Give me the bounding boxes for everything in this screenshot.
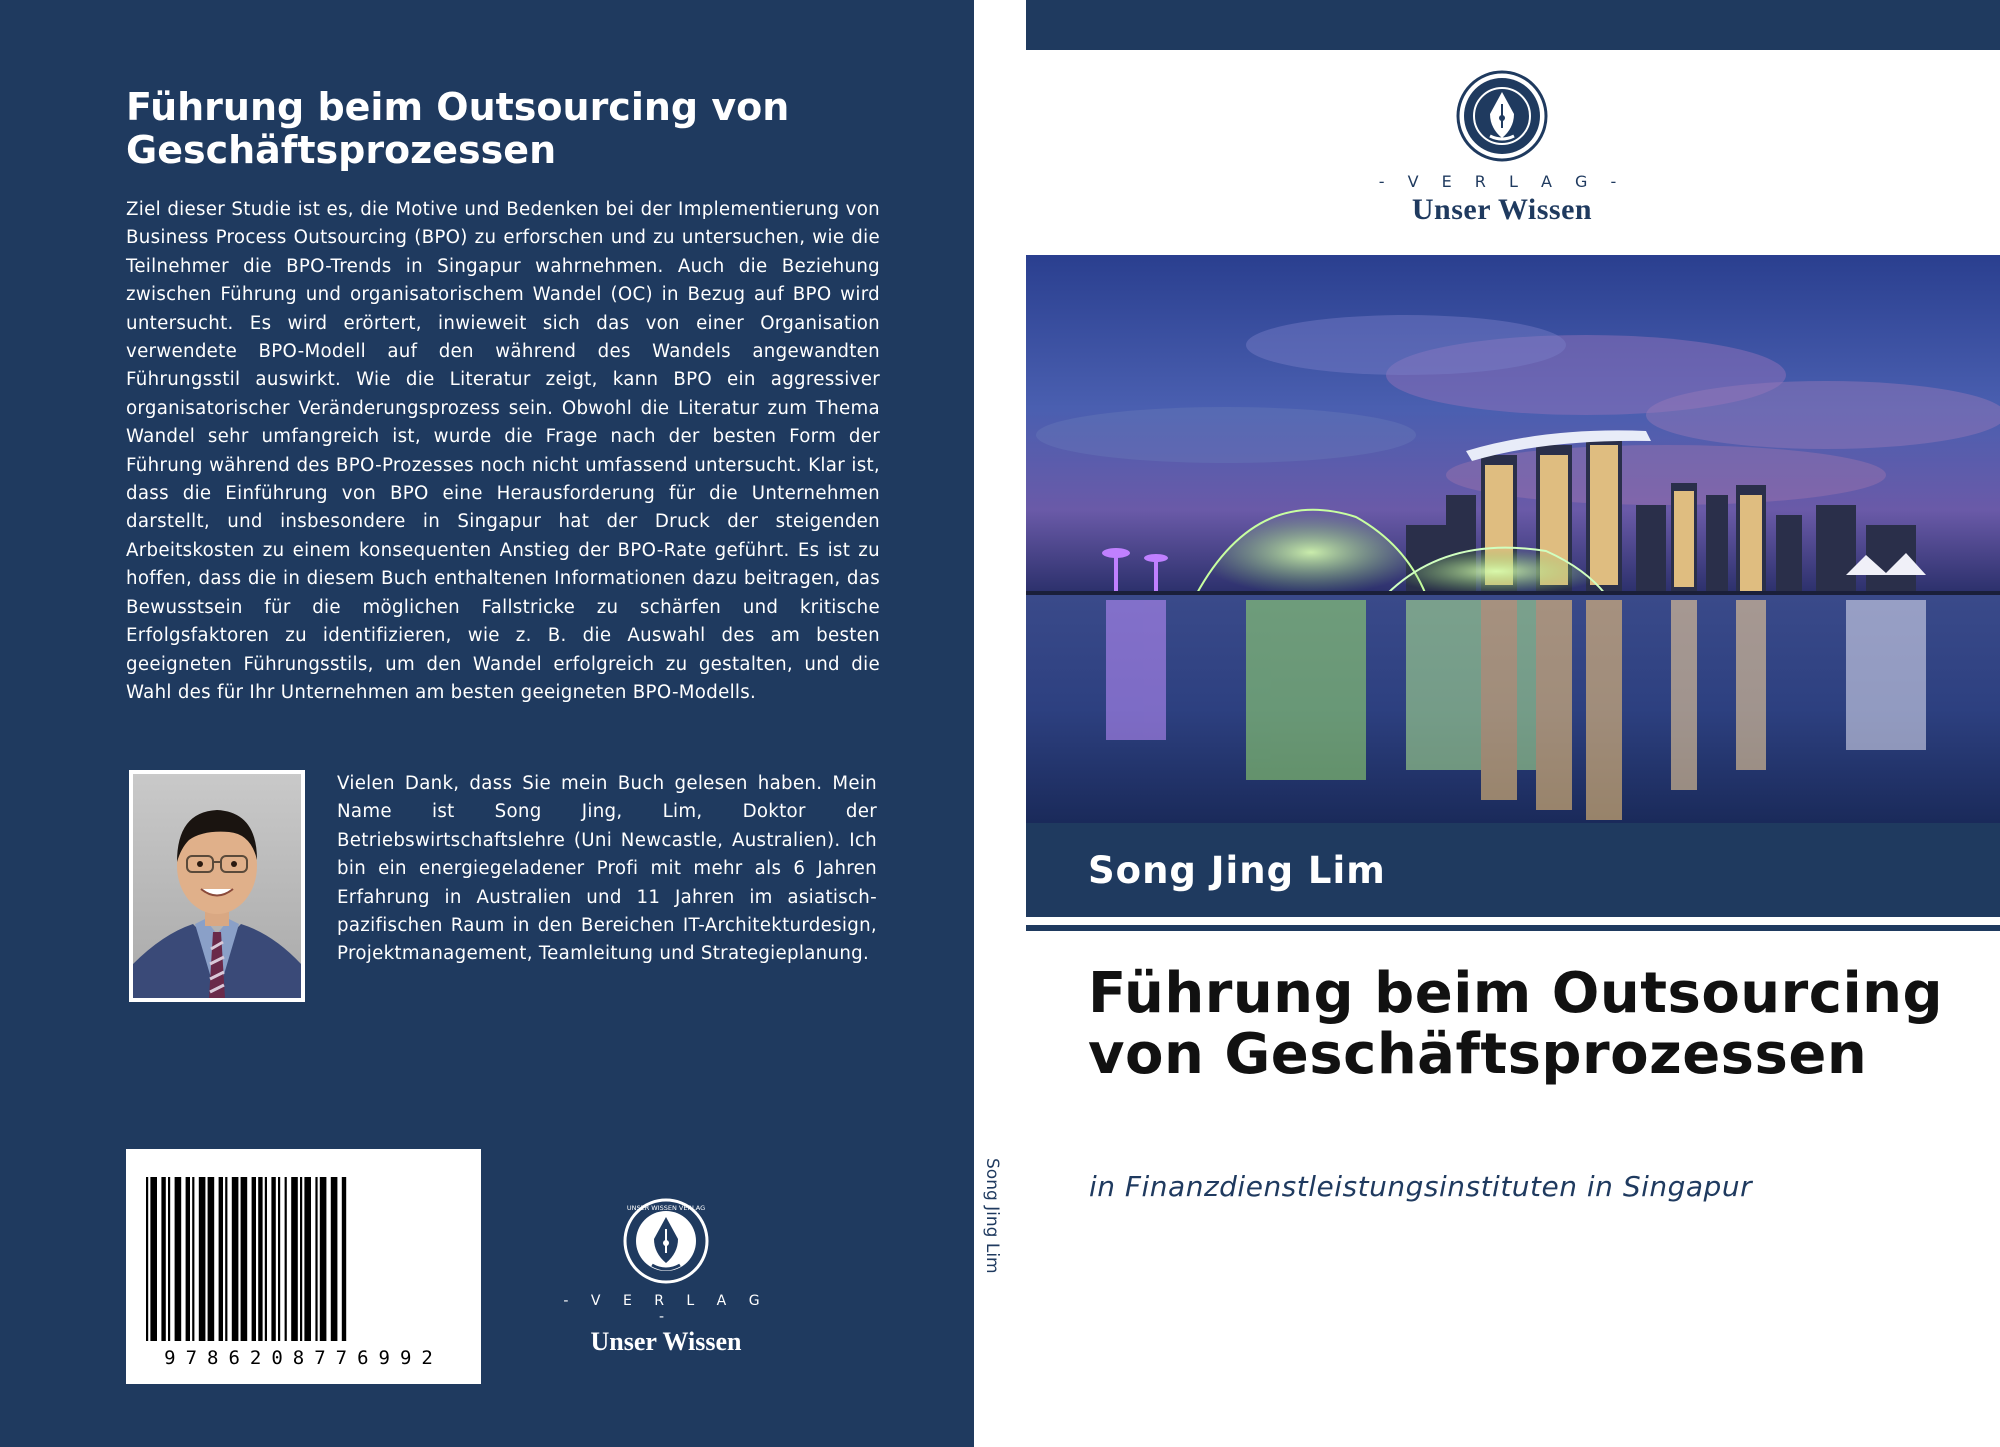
barcode-bar (304, 1177, 311, 1341)
barcode-bar (278, 1177, 280, 1341)
author-photo (129, 770, 305, 1002)
barcode-bar (241, 1177, 248, 1341)
barcode-bar (252, 1177, 256, 1341)
barcode-bar (291, 1177, 298, 1341)
back-publisher-logo (560, 1197, 772, 1356)
barcode-bar (258, 1177, 262, 1341)
barcode-bar (186, 1177, 190, 1341)
barcode-bar (320, 1177, 327, 1341)
author-band (1026, 823, 2000, 917)
front-cover-title: Führung beim Outsourcing von Geschäftsprozessen (1088, 961, 1944, 1087)
barcode-bar (150, 1177, 157, 1341)
barcode-bar (192, 1177, 194, 1341)
front-cover-subtitle: in Finanzdienstleistungsinstituten in Singapur (1089, 1170, 1753, 1203)
isbn-digits: 9786208776992 (164, 1347, 443, 1369)
cover-photo-singapore-skyline (1026, 255, 2000, 823)
spine-author: Song Jing Lim (982, 1158, 1002, 1274)
divider-rule (1026, 925, 2000, 931)
logo-ring-text: UNSER WISSEN VERLAG (626, 1204, 706, 1212)
barcode-bar (331, 1177, 338, 1341)
barcode-bar (161, 1177, 165, 1341)
author-bio: Vielen Dank, dass Sie mein Buch gelesen haben. Mein Name ist Song Jing, Lim, Doktor der Betriebswirtschaftslehre (Uni Newcastle, Australien). Ich bin ein energiegeladener Profi mit mehr als 6 Jahren Erfahrung in Australien und 11 Jahren im asiatisch-pazifischen Raum in den Bereichen IT-Architekturdesign, Projektmanagement, Teamleitung und Strategieplanung. (337, 773, 877, 965)
barcode-icon (126, 1149, 481, 1349)
back-logo-name: Unser Wissen (590, 1327, 742, 1356)
barcode-bar (208, 1177, 215, 1341)
skyline-photo (1026, 255, 2000, 823)
fountain-pen-nib-icon (622, 1197, 710, 1285)
front-top-bar (1026, 0, 2000, 50)
fountain-pen-nib-icon (1454, 68, 1550, 164)
barcode-bar (271, 1177, 275, 1341)
barcode-bar (146, 1177, 148, 1341)
barcode-bar (175, 1177, 182, 1341)
barcode-bar (225, 1177, 227, 1341)
front-logo-name: Unser Wissen (1411, 193, 1593, 226)
barcode-bar (232, 1177, 239, 1341)
barcode-bar (199, 1177, 206, 1341)
barcode-bar (168, 1177, 170, 1341)
back-cover-title: Führung beim Outsourcing von Geschäftsprozessen (126, 85, 790, 172)
barcode-bar (342, 1177, 346, 1341)
barcode-bar (219, 1177, 223, 1341)
barcode-bar (285, 1177, 287, 1341)
back-cover-description: Ziel dieser Studie ist es, die Motive und Bedenken bei der Implementierung von Business Process Outsourcing (BPO) zu erforschen und zu untersuchen, wie die Teilnehmer die BPO-Trends in Singapur wahrnehmen. Auch die Beziehung zwischen Führung und organisatorischem Wandel (OC) in Bezug auf BPO wird untersucht. Es wird erörtert, inwieweit sich das von einer Organisation verwendete BPO-Modell auf den während des Wandels angewandten Führungsstil auswirkt. Wie die Literatur zeigt, kann BPO ein aggressiver organisatorischer Veränderungsprozess sein. Obwohl die Literatur zum Thema Wandel sehr umfangreich ist, wurde die Frage nach der besten Form der Führung während des BPO-Prozesses noch nicht umfassend untersucht. Klar ist, dass die Einführung von BPO eine Herausforderung für die Unternehmen darstellt, und insbesondere in Singapur hat der Druck der steigenden Arbeitskosten zu einem konsequenten Anstieg der BPO-Rate geführt. Es ist zu hoffen, dass die in diesem Buch enthaltenen Informationen dazu beitragen, das Bewusstsein für die möglichen Fallstricke zu schärfen und kritische Erfolgsfaktoren zu identifizieren, wie z. B. die Auswahl des am besten geeigneten Führungsstils, um den Wandel erfolgreich zu gestalten, und die Wahl des für Ihr Unternehmen am besten geeigneten BPO-Modells. (126, 199, 880, 703)
barcode-bar (265, 1177, 267, 1341)
isbn-barcode (126, 1149, 481, 1384)
barcode-bar (300, 1177, 302, 1341)
back-cover (0, 0, 974, 1447)
front-logo-verlag: - V E R L A G - (1378, 172, 1626, 191)
barcode-bar (315, 1177, 317, 1341)
front-publisher-logo (1377, 68, 1627, 228)
author-portrait-image (133, 774, 301, 998)
front-author-name: Song Jing Lim (1088, 849, 1386, 892)
back-logo-verlag: - V E R L A G - (563, 1293, 769, 1325)
